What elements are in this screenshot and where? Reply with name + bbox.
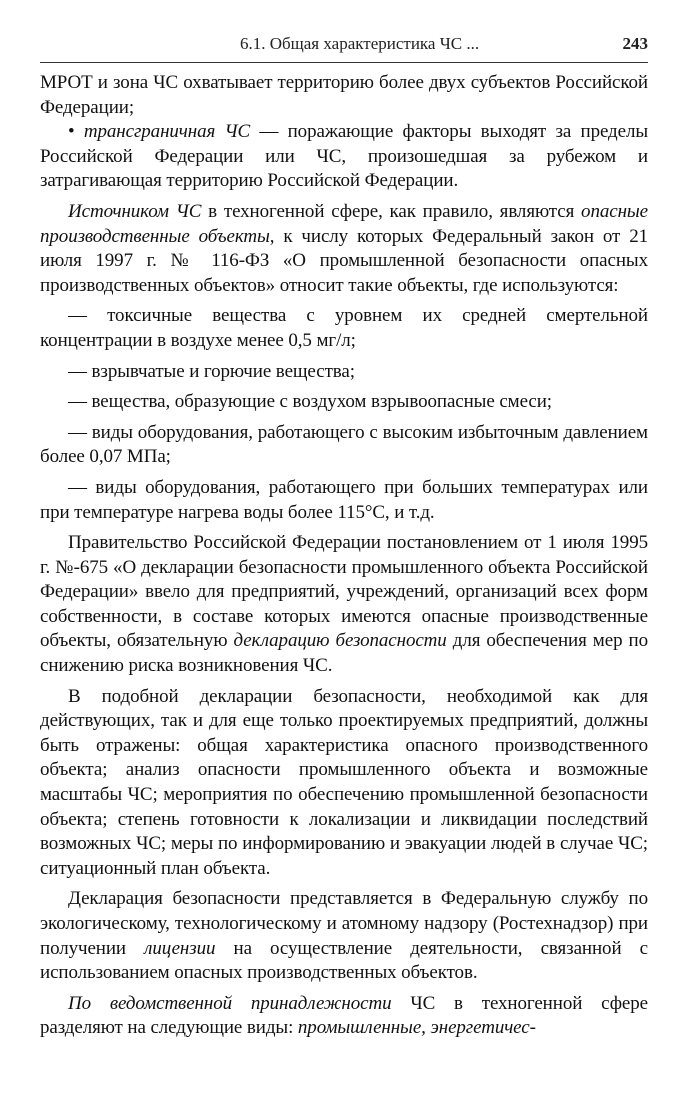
term-italic: трансграничная ЧС [83,121,251,143]
paragraph-departmental [40,992,648,1041]
paragraph-text: , к числу которых Федеральный закон от 21 июля 1997 г. № 116-ФЗ «О промышленной безопасности опасных производственных объектов» относит такие объекты, где используются: [40,225,649,296]
paragraph-text: на осуществление деятельности, связанной с использованием опасных производственных объектов. [40,937,648,984]
running-header [40,30,648,58]
body-text [40,71,648,1041]
list-item: — взрывчатые и горючие вещества; [68,360,355,382]
paragraph-declaration [40,685,648,882]
term-italic: лицензии [144,937,216,959]
paragraph-transboundary [40,120,648,194]
paragraph-sources [40,200,648,298]
paragraph-text: — поражающие факторы выходят за пределы Российской Федерации или ЧС, произошедшая за рубежом и затрагивающая территорию Российской Федерации. [40,121,648,192]
paragraph-text: Декларация безопасности представляется в Федеральную службу по экологическому, технологическому и атомному надзору (Ростехнадзор) при получении [40,888,648,959]
term-italic: Источником ЧС [68,200,202,222]
paragraph-text: для обеспечения мер по снижению риска возникновения ЧС. [40,630,648,677]
paragraph-text: ЧС в техногенной сфере разделяют на следующие виды: [40,992,648,1039]
paragraph-text: Правительство Российской Федерации постановлением от 1 июля 1995 г. №-675 «О декларации безопасности промышленного объекта Российской Федерации» ввело для предприятий, учреждений, организаций всех форм собственности, в составе которых имеются опасные производственные объекты, обязательную [40,532,648,652]
list-item: — токсичные вещества с уровнем их средней смертельной концентрации в воздухе менее 0,5 мг/л; [40,305,648,351]
list-item: — вещества, образующие с воздухом взрывоопасные смеси; [68,391,552,413]
page-number: 243 [622,34,648,53]
paragraph-government [40,531,648,679]
paragraph-continuation [40,71,648,120]
term-italic: промышленные, энергетичес- [297,1017,536,1039]
paragraph-text: В подобной декларации безопасности, необходимой как для действующих, так и для еще только проектируемых предприятий, должны быть отражены: общая характеристика опасного производственного объекта; анализ опасности промышленного объекта и возможные масштабы ЧС; мероприятия по обеспечению промышленной безопасности объекта; степень готовности к локализации и ликвидации последствий возможных ЧС; меры по информированию и эвакуации людей в случае ЧС; ситуационный план объекта. [40,685,648,879]
paragraph-text: МРОТ и зона ЧС охватывает территорию более двух субъектов Российской Федерации; [40,72,648,118]
list-item: — виды оборудования, работающего при больших температурах или при температуре нагрева воды более 115°С, и т.д. [40,476,648,523]
bullet: • [68,121,84,143]
list-item: — виды оборудования, работающего с высоким избыточным давлением более 0,07 МПа; [40,421,648,468]
term-italic: декларацию безопасности [233,630,447,652]
paragraph-text: в техногенной сфере, как правило, являются [201,200,582,222]
term-italic: опасные производственные объекты [40,200,649,247]
paragraph-rostekhnadzor [40,887,648,985]
running-title: 6.1. Общая характеристика ЧС ... [240,34,480,53]
header-rule [40,62,648,63]
book-page [40,30,648,1041]
term-italic: По ведомственной принадлежности [68,992,392,1014]
